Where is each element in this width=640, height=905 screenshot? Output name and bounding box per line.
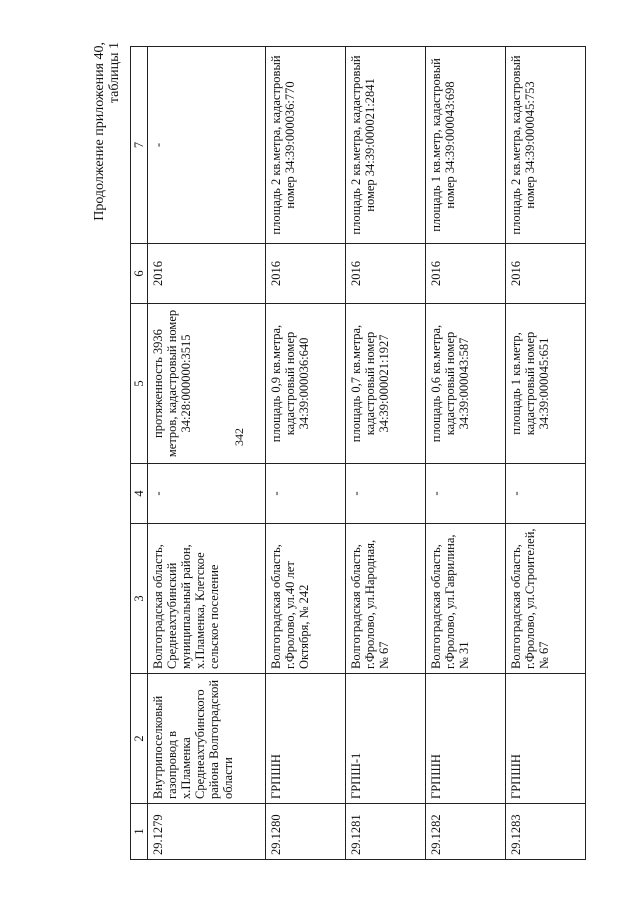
cell-year: 2016 <box>506 244 586 304</box>
table-row <box>426 47 506 860</box>
cell-object-name: ГРПШ-1 <box>346 674 426 804</box>
cell-characteristics: площадь 0,7 кв.метра, кадастровый номер 34:39:000021:1927 <box>346 304 426 464</box>
cell-col4: - <box>506 464 586 524</box>
cell-year: 2016 <box>266 244 346 304</box>
cell-land-info: площадь 2 кв.метра, кадастровый номер 34:39:000045:753 <box>506 47 586 244</box>
table-row <box>506 47 586 860</box>
column-header: 6 <box>131 244 148 304</box>
cell-object-name: ГРПШН <box>426 674 506 804</box>
column-header: 2 <box>131 674 148 804</box>
cell-address: Волгоградская область, г.Фролово, ул.Народная, № 67 <box>346 524 426 674</box>
cell-number: 29.1282 <box>426 804 506 860</box>
cell-address: Волгоградская область, г.Фролово, ул.40 лет Октября, № 242 <box>266 524 346 674</box>
table-row <box>266 47 346 860</box>
cell-col4: - <box>346 464 426 524</box>
table-row <box>148 47 266 860</box>
cell-number: 29.1279 <box>148 804 266 860</box>
cell-number: 29.1281 <box>346 804 426 860</box>
column-header: 3 <box>131 524 148 674</box>
cell-land-info: площадь 2 кв.метра, кадастровый номер 34:39:000036:770 <box>266 47 346 244</box>
page-number: 342 <box>232 428 246 446</box>
cell-address: Волгоградская область, г.Фролово, ул.Гаврилина, № 31 <box>426 524 506 674</box>
cell-characteristics: протяженность 3936 метров, кадастровый номер 34:28:000000:3515 <box>148 304 266 464</box>
cell-col4: - <box>148 464 266 524</box>
caption-line-2: таблицы 1 <box>107 42 122 104</box>
cell-characteristics: площадь 0,6 кв.метра, кадастровый номер 34:39:000043:587 <box>426 304 506 464</box>
cell-object-name: ГРПШН <box>506 674 586 804</box>
cell-land-info: - <box>148 47 266 244</box>
rotated-page-content <box>90 40 610 860</box>
column-header: 1 <box>131 804 148 860</box>
cell-land-info: площадь 2 кв.метра, кадастровый номер 34:39:000021:2841 <box>346 47 426 244</box>
cell-land-info: площадь 1 кв.метр, кадастровый номер 34:39:000043:698 <box>426 47 506 244</box>
column-header: 5 <box>131 304 148 464</box>
cell-characteristics: площадь 0,9 кв.метра, кадастровый номер 34:39:000036:640 <box>266 304 346 464</box>
column-header: 4 <box>131 464 148 524</box>
cell-object-name: Внутрипоселковый газопровод в х.Пламенка Среднеахтубинского района Волгоградской области <box>148 674 266 804</box>
cell-col4: - <box>426 464 506 524</box>
cell-col4: - <box>266 464 346 524</box>
cell-year: 2016 <box>148 244 266 304</box>
table-caption <box>92 42 122 221</box>
column-header: 7 <box>131 47 148 244</box>
cell-number: 29.1283 <box>506 804 586 860</box>
cell-address: Волгоградская область, г.Фролово, ул.Строителей, № 67 <box>506 524 586 674</box>
table-row <box>346 47 426 860</box>
cell-address: Волгоградская область, Среднеахтубинский муниципальный район, х.Пламенка, Клетское сельское поселение <box>148 524 266 674</box>
cell-characteristics: площадь 1 кв.метр, кадастровый номер 34:39:000045:651 <box>506 304 586 464</box>
data-table <box>130 46 586 860</box>
cell-object-name: ГРПШН <box>266 674 346 804</box>
cell-year: 2016 <box>346 244 426 304</box>
cell-number: 29.1280 <box>266 804 346 860</box>
header-row <box>131 47 148 860</box>
cell-year: 2016 <box>426 244 506 304</box>
caption-line-1: Продолжение приложения 40, <box>92 42 107 221</box>
